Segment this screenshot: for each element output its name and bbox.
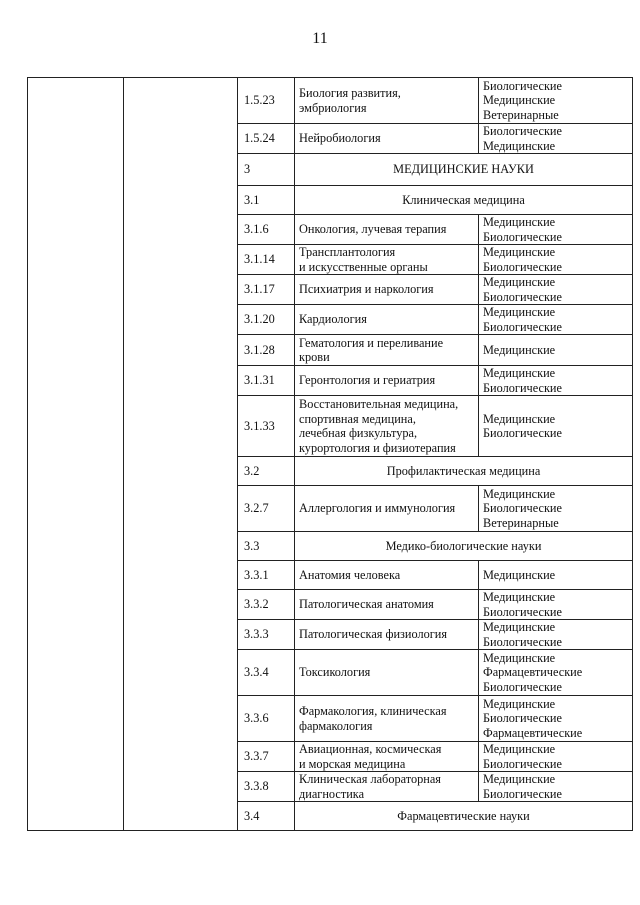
specialty-name <box>295 561 479 590</box>
blank-cell <box>28 275 124 305</box>
specialty-name <box>295 245 479 275</box>
text-line: Психиатрия и наркология <box>299 282 434 297</box>
text-line: Фармацевтические <box>483 665 583 680</box>
blank-cell <box>124 154 238 186</box>
text-line: Биологические <box>483 78 562 93</box>
text-line: Медицинские <box>483 138 556 153</box>
specialty-name <box>295 696 479 742</box>
table-row <box>28 620 633 650</box>
table-row <box>28 772 633 802</box>
blank-cell <box>28 457 124 486</box>
text-line: Биологические <box>483 679 562 694</box>
text-line: Патологическая анатомия <box>299 597 434 612</box>
blank-cell <box>124 590 238 620</box>
code-cell: 3.3.1 <box>238 561 295 590</box>
text-line: Медицинские <box>483 590 556 604</box>
science-branches <box>479 275 633 305</box>
blank-cell <box>28 620 124 650</box>
code-cell: 3.1 <box>238 186 295 215</box>
text-line: Медицинские <box>483 772 556 786</box>
text-line: эмбриология <box>299 100 367 115</box>
blank-cell <box>124 335 238 366</box>
text-line: Биологические <box>483 711 562 726</box>
text-line: фармакология <box>299 718 373 733</box>
text-line: Медицинские <box>483 366 556 380</box>
science-branches <box>479 590 633 620</box>
specialty-name <box>295 620 479 650</box>
text-line: Биологические <box>483 426 562 440</box>
code-cell: 1.5.23 <box>238 78 295 124</box>
specialty-name <box>295 78 479 124</box>
science-branches <box>479 742 633 772</box>
science-branches <box>479 305 633 335</box>
blank-cell <box>124 650 238 696</box>
text-line: Геронтология и гериатрия <box>299 373 436 388</box>
blank-cell <box>124 696 238 742</box>
blank-cell <box>124 561 238 590</box>
blank-cell <box>124 366 238 396</box>
text-line: Медицинские <box>483 215 556 229</box>
section-title: Фармацевтические науки <box>295 802 633 831</box>
science-branches <box>479 650 633 696</box>
text-line: Биология развития, <box>299 86 401 100</box>
text-line: крови <box>299 350 330 364</box>
code-cell: 3.3.3 <box>238 620 295 650</box>
text-line: Анатомия человека <box>299 567 401 582</box>
section-row <box>28 532 633 561</box>
blank-cell <box>124 620 238 650</box>
text-line: Медицинские <box>483 93 556 108</box>
blank-cell <box>124 457 238 486</box>
code-cell: 3.3.7 <box>238 742 295 772</box>
blank-cell <box>28 742 124 772</box>
blank-cell <box>28 561 124 590</box>
table-row <box>28 590 633 620</box>
text-line: Биологические <box>483 634 562 649</box>
blank-cell <box>124 742 238 772</box>
text-line: Кардиология <box>299 312 367 327</box>
specialty-name <box>295 366 479 396</box>
text-line: и искусственные органы <box>299 259 428 274</box>
code-cell: 3.4 <box>238 802 295 831</box>
blank-cell <box>124 486 238 532</box>
science-branches <box>479 78 633 124</box>
text-line: и морская медицина <box>299 756 406 771</box>
text-line: Онкология, лучевая терапия <box>299 222 447 237</box>
blank-cell <box>124 124 238 154</box>
blank-cell <box>28 396 124 457</box>
table-row <box>28 124 633 154</box>
blank-cell <box>28 78 124 124</box>
section-title: Клиническая медицина <box>295 186 633 215</box>
science-branches <box>479 696 633 742</box>
text-line: Токсикология <box>299 665 371 680</box>
blank-cell <box>28 802 124 831</box>
science-branches <box>479 366 633 396</box>
text-line: Восстановительная медицина, <box>299 397 459 411</box>
section-title: Профилактическая медицина <box>295 457 633 486</box>
blank-cell <box>28 532 124 561</box>
table-row <box>28 366 633 396</box>
blank-cell <box>124 396 238 457</box>
text-line: Клиническая лабораторная <box>299 772 441 786</box>
specialties-table <box>27 77 633 831</box>
text-line: Биологические <box>483 756 562 771</box>
table-row <box>28 650 633 696</box>
section-title: МЕДИЦИНСКИЕ НАУКИ <box>295 154 633 186</box>
table-row <box>28 696 633 742</box>
code-cell: 3.2.7 <box>238 486 295 532</box>
text-line: Аллергология и иммунология <box>299 501 456 516</box>
text-line: Медицинские <box>483 305 556 319</box>
specialty-name <box>295 650 479 696</box>
blank-cell <box>28 650 124 696</box>
text-line: Нейробиология <box>299 131 381 146</box>
text-line: Медицинские <box>483 696 556 711</box>
text-line: Фармакология, клиническая <box>299 704 447 718</box>
table-row <box>28 561 633 590</box>
blank-cell <box>28 124 124 154</box>
table-row <box>28 486 633 532</box>
blank-cell <box>124 305 238 335</box>
text-line: Трансплантология <box>299 245 396 259</box>
text-line: Ветеринарные <box>483 107 559 122</box>
blank-cell <box>28 154 124 186</box>
text-line: Медицинские <box>483 567 556 582</box>
text-line: Авиационная, космическая <box>299 742 442 756</box>
text-line: Биологические <box>483 604 562 619</box>
page-number: 11 <box>312 30 328 47</box>
science-branches <box>479 335 633 366</box>
text-line: Патологическая физиология <box>299 627 448 642</box>
specialty-name <box>295 486 479 532</box>
blank-cell <box>28 366 124 396</box>
code-cell: 3.3.6 <box>238 696 295 742</box>
blank-cell <box>124 215 238 245</box>
text-line: Медицинские <box>483 650 556 665</box>
science-branches <box>479 124 633 154</box>
text-line: Биологические <box>483 380 562 395</box>
text-line: Ветеринарные <box>483 515 559 530</box>
table-row <box>28 275 633 305</box>
text-line: лечебная физкультура, <box>299 426 418 440</box>
table-row <box>28 396 633 457</box>
text-line: Биологические <box>483 786 562 801</box>
code-cell: 3.1.33 <box>238 396 295 457</box>
section-row <box>28 154 633 186</box>
table-row <box>28 305 633 335</box>
code-cell: 3.1.6 <box>238 215 295 245</box>
text-line: Биологические <box>483 501 562 516</box>
text-line: спортивная медицина, <box>299 411 416 426</box>
science-branches <box>479 215 633 245</box>
specialty-name <box>295 772 479 802</box>
code-cell: 3.3 <box>238 532 295 561</box>
blank-cell <box>28 696 124 742</box>
specialty-name <box>295 396 479 457</box>
table-row <box>28 245 633 275</box>
blank-cell <box>124 532 238 561</box>
blank-cell <box>124 78 238 124</box>
blank-cell <box>28 186 124 215</box>
text-line: Биологические <box>483 229 562 244</box>
blank-cell <box>28 305 124 335</box>
text-line: Биологические <box>483 289 562 304</box>
code-cell: 3 <box>238 154 295 186</box>
section-row <box>28 802 633 831</box>
text-line: курортология и физиотерапия <box>299 440 456 455</box>
table-row <box>28 335 633 366</box>
blank-cell <box>28 245 124 275</box>
code-cell: 3.1.17 <box>238 275 295 305</box>
science-branches <box>479 245 633 275</box>
blank-cell <box>28 590 124 620</box>
code-cell: 3.1.28 <box>238 335 295 366</box>
specialty-name <box>295 305 479 335</box>
table-row <box>28 78 633 124</box>
text-line: Биологические <box>483 124 562 138</box>
blank-cell <box>28 335 124 366</box>
specialty-name <box>295 215 479 245</box>
science-branches <box>479 772 633 802</box>
blank-cell <box>28 486 124 532</box>
science-branches <box>479 620 633 650</box>
science-branches <box>479 561 633 590</box>
blank-cell <box>124 772 238 802</box>
specialty-name <box>295 742 479 772</box>
text-line: Медицинские <box>483 742 556 756</box>
specialty-name <box>295 590 479 620</box>
blank-cell <box>28 215 124 245</box>
table-row <box>28 215 633 245</box>
code-cell: 3.1.14 <box>238 245 295 275</box>
text-line: Медицинские <box>483 620 556 634</box>
section-row <box>28 186 633 215</box>
text-line: Медицинские <box>483 275 556 289</box>
code-cell: 3.3.4 <box>238 650 295 696</box>
code-cell: 3.1.20 <box>238 305 295 335</box>
code-cell: 3.2 <box>238 457 295 486</box>
specialty-name <box>295 275 479 305</box>
blank-cell <box>124 186 238 215</box>
text-line: Гематология и переливание <box>299 335 444 350</box>
section-row <box>28 457 633 486</box>
text-line: Медицинские <box>483 245 556 259</box>
blank-cell <box>124 275 238 305</box>
section-title: Медико-биологические науки <box>295 532 633 561</box>
specialty-name <box>295 335 479 366</box>
code-cell: 3.1.31 <box>238 366 295 396</box>
text-line: Биологические <box>483 259 562 274</box>
science-branches <box>479 486 633 532</box>
text-line: Биологические <box>483 319 562 334</box>
blank-cell <box>28 772 124 802</box>
blank-cell <box>124 245 238 275</box>
text-line: Медицинские <box>483 342 556 357</box>
code-cell: 3.3.8 <box>238 772 295 802</box>
science-branches <box>479 396 633 457</box>
text-line: Медицинские <box>483 411 556 426</box>
code-cell: 1.5.24 <box>238 124 295 154</box>
text-line: диагностика <box>299 786 365 801</box>
text-line: Фармацевтические <box>483 725 583 740</box>
specialty-name <box>295 124 479 154</box>
table-row <box>28 742 633 772</box>
blank-cell <box>124 802 238 831</box>
text-line: Медицинские <box>483 486 556 501</box>
code-cell: 3.3.2 <box>238 590 295 620</box>
